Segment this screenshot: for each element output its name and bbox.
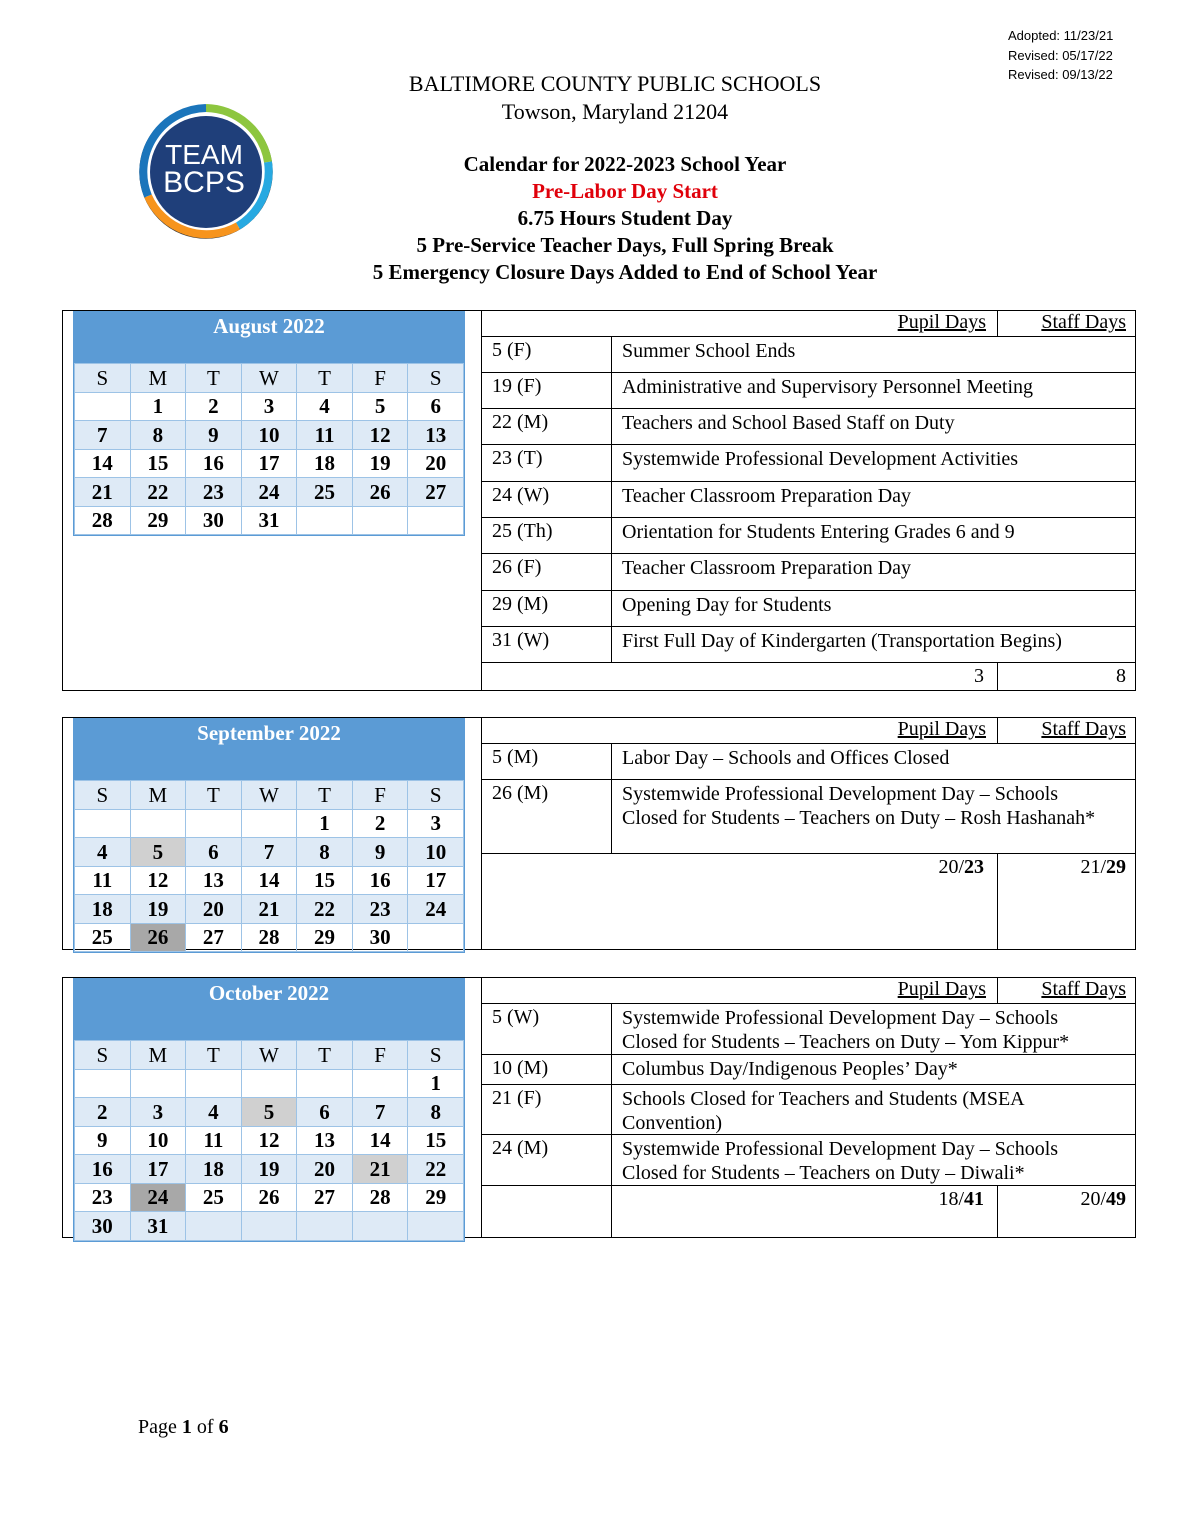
month-calendar-october xyxy=(73,978,465,1242)
day-totals xyxy=(482,854,1136,950)
dow: T xyxy=(186,1041,242,1070)
event-date: 31 (W) xyxy=(492,629,550,651)
event-text: Labor Day – Schools and Offices Closed xyxy=(622,747,950,769)
event-date: 19 (F) xyxy=(492,375,542,397)
day-cell: 9 xyxy=(186,421,242,450)
day-cell: 11 xyxy=(186,1126,242,1155)
events-table-october xyxy=(481,978,1136,1238)
event-date: 10 (M) xyxy=(492,1057,549,1079)
day-cell: 3 xyxy=(130,1098,186,1127)
day-cell: 16 xyxy=(352,866,408,895)
day-cell: 17 xyxy=(408,866,464,895)
day-cell: 10 xyxy=(130,1126,186,1155)
event-row xyxy=(482,1085,1136,1135)
day-cell: 17 xyxy=(241,449,297,478)
day-cell: 13 xyxy=(297,1126,353,1155)
day-cell: 21 xyxy=(241,895,297,924)
day-cell: 29 xyxy=(130,506,186,535)
day-cell-closed: 26 xyxy=(130,923,186,952)
day-cell: 28 xyxy=(241,923,297,952)
day-cell: 8 xyxy=(408,1098,464,1127)
event-date: 24 (W) xyxy=(492,484,550,506)
day-cell: 19 xyxy=(352,449,408,478)
event-text: Columbus Day/Indigenous Peoples’ Day* xyxy=(622,1058,958,1080)
day-cell: 15 xyxy=(408,1126,464,1155)
calendar-title: Calendar for 2022-2023 School Year xyxy=(463,152,787,176)
day-cell: 6 xyxy=(186,838,242,867)
dow: F xyxy=(352,364,408,393)
day-cell xyxy=(297,1212,353,1241)
day-cell: 19 xyxy=(130,895,186,924)
event-row xyxy=(482,518,1136,554)
day-cell xyxy=(186,1069,242,1098)
logo-bcps-text: BCPS xyxy=(163,166,245,199)
day-totals xyxy=(482,663,1136,690)
day-totals xyxy=(482,1186,1136,1238)
pre-service-line: 5 Pre-Service Teacher Days, Full Spring Break xyxy=(416,233,834,257)
event-text: Teacher Classroom Preparation Day xyxy=(622,557,912,579)
event-row xyxy=(482,337,1136,373)
logo-team-text: TEAM xyxy=(165,139,243,170)
day-cell xyxy=(408,923,464,952)
day-cell: 15 xyxy=(130,449,186,478)
day-cell: 6 xyxy=(408,392,464,421)
day-cell: 27 xyxy=(297,1183,353,1212)
day-cell: 12 xyxy=(130,866,186,895)
event-text: Opening Day for Students xyxy=(622,594,832,616)
event-text: First Full Day of Kindergarten (Transportation Begins) xyxy=(622,630,1062,652)
day-cell: 11 xyxy=(297,421,353,450)
calendar-grid xyxy=(74,780,464,952)
closure-days-line: 5 Emergency Closure Days Added to End of School Year xyxy=(372,260,878,284)
day-cell: 19 xyxy=(241,1155,297,1184)
day-cell: 7 xyxy=(352,1098,408,1127)
day-cell: 3 xyxy=(408,809,464,838)
month-calendar-september xyxy=(73,718,465,953)
event-row xyxy=(482,373,1136,409)
month-title: September 2022 xyxy=(74,718,464,780)
day-cell: 18 xyxy=(75,895,131,924)
day-cell: 3 xyxy=(241,392,297,421)
event-text: Systemwide Professional Development Day – Schools Closed for Students – Teachers on Duty – Yom Kippur* xyxy=(622,1007,1070,1053)
day-cell: 20 xyxy=(186,895,242,924)
event-text: Summer School Ends xyxy=(622,340,796,362)
event-date: 26 (F) xyxy=(492,556,542,578)
day-cell: 4 xyxy=(75,838,131,867)
event-text: Orientation for Students Entering Grades 6 and 9 xyxy=(622,521,1015,543)
day-cell: 28 xyxy=(352,1183,408,1212)
day-cell: 16 xyxy=(186,449,242,478)
day-cell: 26 xyxy=(352,478,408,507)
dow: T xyxy=(297,1041,353,1070)
day-cell: 14 xyxy=(241,866,297,895)
day-cell: 30 xyxy=(75,1212,131,1241)
staff-days-total: 8 xyxy=(1116,665,1126,687)
event-date: 23 (T) xyxy=(492,447,543,469)
events-header xyxy=(482,978,1136,1004)
pupil-days-header: Pupil Days xyxy=(897,311,986,333)
day-cell: 1 xyxy=(408,1069,464,1098)
event-date: 5 (M) xyxy=(492,746,539,768)
day-cell xyxy=(130,809,186,838)
day-cell: 28 xyxy=(75,506,131,535)
day-cell: 30 xyxy=(352,923,408,952)
day-cell: 22 xyxy=(297,895,353,924)
staff-days-header: Staff Days xyxy=(1041,311,1126,333)
event-text: Systemwide Professional Development Day – Schools Closed for Students – Teachers on Duty – Rosh Hashanah* xyxy=(622,783,1096,829)
event-text: Teacher Classroom Preparation Day xyxy=(622,485,912,507)
event-date: 26 (M) xyxy=(492,782,549,804)
event-date: 25 (Th) xyxy=(492,520,553,542)
day-cell xyxy=(241,809,297,838)
day-cell: 10 xyxy=(241,421,297,450)
calendar-grid xyxy=(74,363,464,535)
event-row xyxy=(482,744,1136,780)
day-cell: 23 xyxy=(75,1183,131,1212)
events-header xyxy=(482,718,1136,744)
day-cell: 24 xyxy=(241,478,297,507)
day-cell xyxy=(352,1212,408,1241)
day-cell: 22 xyxy=(408,1155,464,1184)
day-cell: 11 xyxy=(75,866,131,895)
dow: T xyxy=(186,364,242,393)
day-cell: 7 xyxy=(241,838,297,867)
day-cell: 15 xyxy=(297,866,353,895)
day-cell: 21 xyxy=(75,478,131,507)
day-cell: 24 xyxy=(408,895,464,924)
event-date: 24 (M) xyxy=(492,1137,549,1159)
event-text: Systemwide Professional Development Activities xyxy=(622,448,1019,470)
day-cell-closed: 21 xyxy=(352,1155,408,1184)
events-table-september xyxy=(481,718,1136,950)
event-date: 5 (W) xyxy=(492,1006,540,1028)
revised-date-2: Revised: 09/13/22 xyxy=(1008,67,1113,82)
day-cell: 18 xyxy=(186,1155,242,1184)
revised-date-1: Revised: 05/17/22 xyxy=(1008,47,1113,63)
dow: S xyxy=(408,364,464,393)
day-cell: 29 xyxy=(297,923,353,952)
dow: S xyxy=(408,781,464,810)
event-text: Systemwide Professional Development Day – Schools Closed for Students – Teachers on Duty – Diwali* xyxy=(622,1138,1059,1184)
day-cell-closed: 5 xyxy=(130,838,186,867)
day-cell: 25 xyxy=(186,1183,242,1212)
day-cell xyxy=(75,392,131,421)
calendar-titles xyxy=(0,151,1187,286)
org-address: Towson, Maryland 21204 xyxy=(501,99,729,124)
day-cell: 31 xyxy=(241,506,297,535)
dow: S xyxy=(75,364,131,393)
day-cell: 2 xyxy=(352,809,408,838)
event-row xyxy=(482,1055,1136,1085)
day-cell: 10 xyxy=(408,838,464,867)
day-cell: 25 xyxy=(297,478,353,507)
event-row xyxy=(482,1004,1136,1055)
event-row xyxy=(482,409,1136,445)
dow: W xyxy=(241,781,297,810)
pupil-days-total: 18/41 xyxy=(938,1188,984,1210)
day-cell: 17 xyxy=(130,1155,186,1184)
event-date: 22 (M) xyxy=(492,411,549,433)
day-cell: 6 xyxy=(297,1098,353,1127)
event-date: 5 (F) xyxy=(492,339,532,361)
day-cell xyxy=(352,1069,408,1098)
dow: W xyxy=(241,1041,297,1070)
day-cell: 20 xyxy=(408,449,464,478)
hours-line: 6.75 Hours Student Day xyxy=(517,206,733,230)
day-cell xyxy=(241,1069,297,1098)
event-row xyxy=(482,591,1136,627)
dow: M xyxy=(130,1041,186,1070)
day-cell: 5 xyxy=(352,392,408,421)
day-cell: 14 xyxy=(75,449,131,478)
event-text: Teachers and School Based Staff on Duty xyxy=(622,412,955,434)
event-row xyxy=(482,445,1136,482)
day-cell: 2 xyxy=(186,392,242,421)
month-title: October 2022 xyxy=(74,978,464,1040)
day-cell: 23 xyxy=(352,895,408,924)
day-cell xyxy=(408,506,464,535)
event-text: Administrative and Supervisory Personnel Meeting xyxy=(622,376,1034,398)
day-cell: 2 xyxy=(75,1098,131,1127)
dow: T xyxy=(297,364,353,393)
day-cell: 31 xyxy=(130,1212,186,1241)
day-cell: 8 xyxy=(130,421,186,450)
day-cell: 29 xyxy=(408,1183,464,1212)
pupil-days-header: Pupil Days xyxy=(897,718,986,740)
month-section-august xyxy=(62,310,1136,691)
day-cell xyxy=(352,506,408,535)
staff-days-header: Staff Days xyxy=(1041,718,1126,740)
event-row xyxy=(482,780,1136,854)
day-cell: 27 xyxy=(408,478,464,507)
adopted-date: Adopted: 11/23/21 xyxy=(1008,28,1114,43)
dow: T xyxy=(297,781,353,810)
dow: W xyxy=(241,364,297,393)
day-cell xyxy=(186,1212,242,1241)
day-cell: 26 xyxy=(241,1183,297,1212)
day-cell: 12 xyxy=(241,1126,297,1155)
day-cell: 16 xyxy=(75,1155,131,1184)
staff-days-total: 20/49 xyxy=(1080,1188,1126,1210)
pupil-days-total: 3 xyxy=(974,665,984,687)
day-cell: 13 xyxy=(408,421,464,450)
dow: F xyxy=(352,781,408,810)
day-cell xyxy=(297,506,353,535)
event-row xyxy=(482,627,1136,663)
day-cell: 22 xyxy=(130,478,186,507)
day-cell: 4 xyxy=(186,1098,242,1127)
day-cell: 7 xyxy=(75,421,131,450)
dow: S xyxy=(75,1041,131,1070)
day-cell xyxy=(75,809,131,838)
month-section-september xyxy=(62,717,1136,950)
pupil-days-header: Pupil Days xyxy=(897,978,986,1000)
dow: M xyxy=(130,364,186,393)
day-cell: 12 xyxy=(352,421,408,450)
dow: S xyxy=(408,1041,464,1070)
day-cell xyxy=(75,1069,131,1098)
events-header xyxy=(482,311,1136,337)
month-section-october xyxy=(62,977,1136,1238)
month-calendar-august xyxy=(73,311,465,536)
calendar-grid xyxy=(74,1040,464,1241)
dow: T xyxy=(186,781,242,810)
day-cell: 14 xyxy=(352,1126,408,1155)
staff-days-total: 21/29 xyxy=(1080,856,1126,878)
day-cell xyxy=(408,1212,464,1241)
day-cell: 25 xyxy=(75,923,131,952)
day-cell xyxy=(186,809,242,838)
page-number: Page 1 of 6 xyxy=(138,1416,229,1438)
event-row xyxy=(482,554,1136,591)
dow: S xyxy=(75,781,131,810)
day-cell: 18 xyxy=(297,449,353,478)
dow: M xyxy=(130,781,186,810)
day-cell-closed: 24 xyxy=(130,1183,186,1212)
event-row xyxy=(482,482,1136,518)
day-cell xyxy=(241,1212,297,1241)
day-cell xyxy=(130,1069,186,1098)
day-cell: 4 xyxy=(297,392,353,421)
day-cell: 1 xyxy=(297,809,353,838)
day-cell: 30 xyxy=(186,506,242,535)
day-cell xyxy=(297,1069,353,1098)
events-table-august xyxy=(481,311,1136,691)
day-cell: 9 xyxy=(75,1126,131,1155)
day-cell: 23 xyxy=(186,478,242,507)
dow: F xyxy=(352,1041,408,1070)
event-text: Schools Closed for Teachers and Students (MSEA Convention) xyxy=(622,1088,1024,1134)
event-date: 29 (M) xyxy=(492,593,549,615)
day-cell: 27 xyxy=(186,923,242,952)
pre-labor-day-title: Pre-Labor Day Start xyxy=(532,179,718,203)
day-cell: 13 xyxy=(186,866,242,895)
day-cell: 1 xyxy=(130,392,186,421)
day-cell: 9 xyxy=(352,838,408,867)
month-title: August 2022 xyxy=(74,311,464,363)
day-cell: 20 xyxy=(297,1155,353,1184)
day-cell-closed: 5 xyxy=(241,1098,297,1127)
org-name: BALTIMORE COUNTY PUBLIC SCHOOLS xyxy=(408,71,822,96)
pupil-days-total: 20/23 xyxy=(938,856,984,878)
event-row xyxy=(482,1135,1136,1186)
staff-days-header: Staff Days xyxy=(1041,978,1126,1000)
event-date: 21 (F) xyxy=(492,1087,542,1109)
day-cell: 8 xyxy=(297,838,353,867)
